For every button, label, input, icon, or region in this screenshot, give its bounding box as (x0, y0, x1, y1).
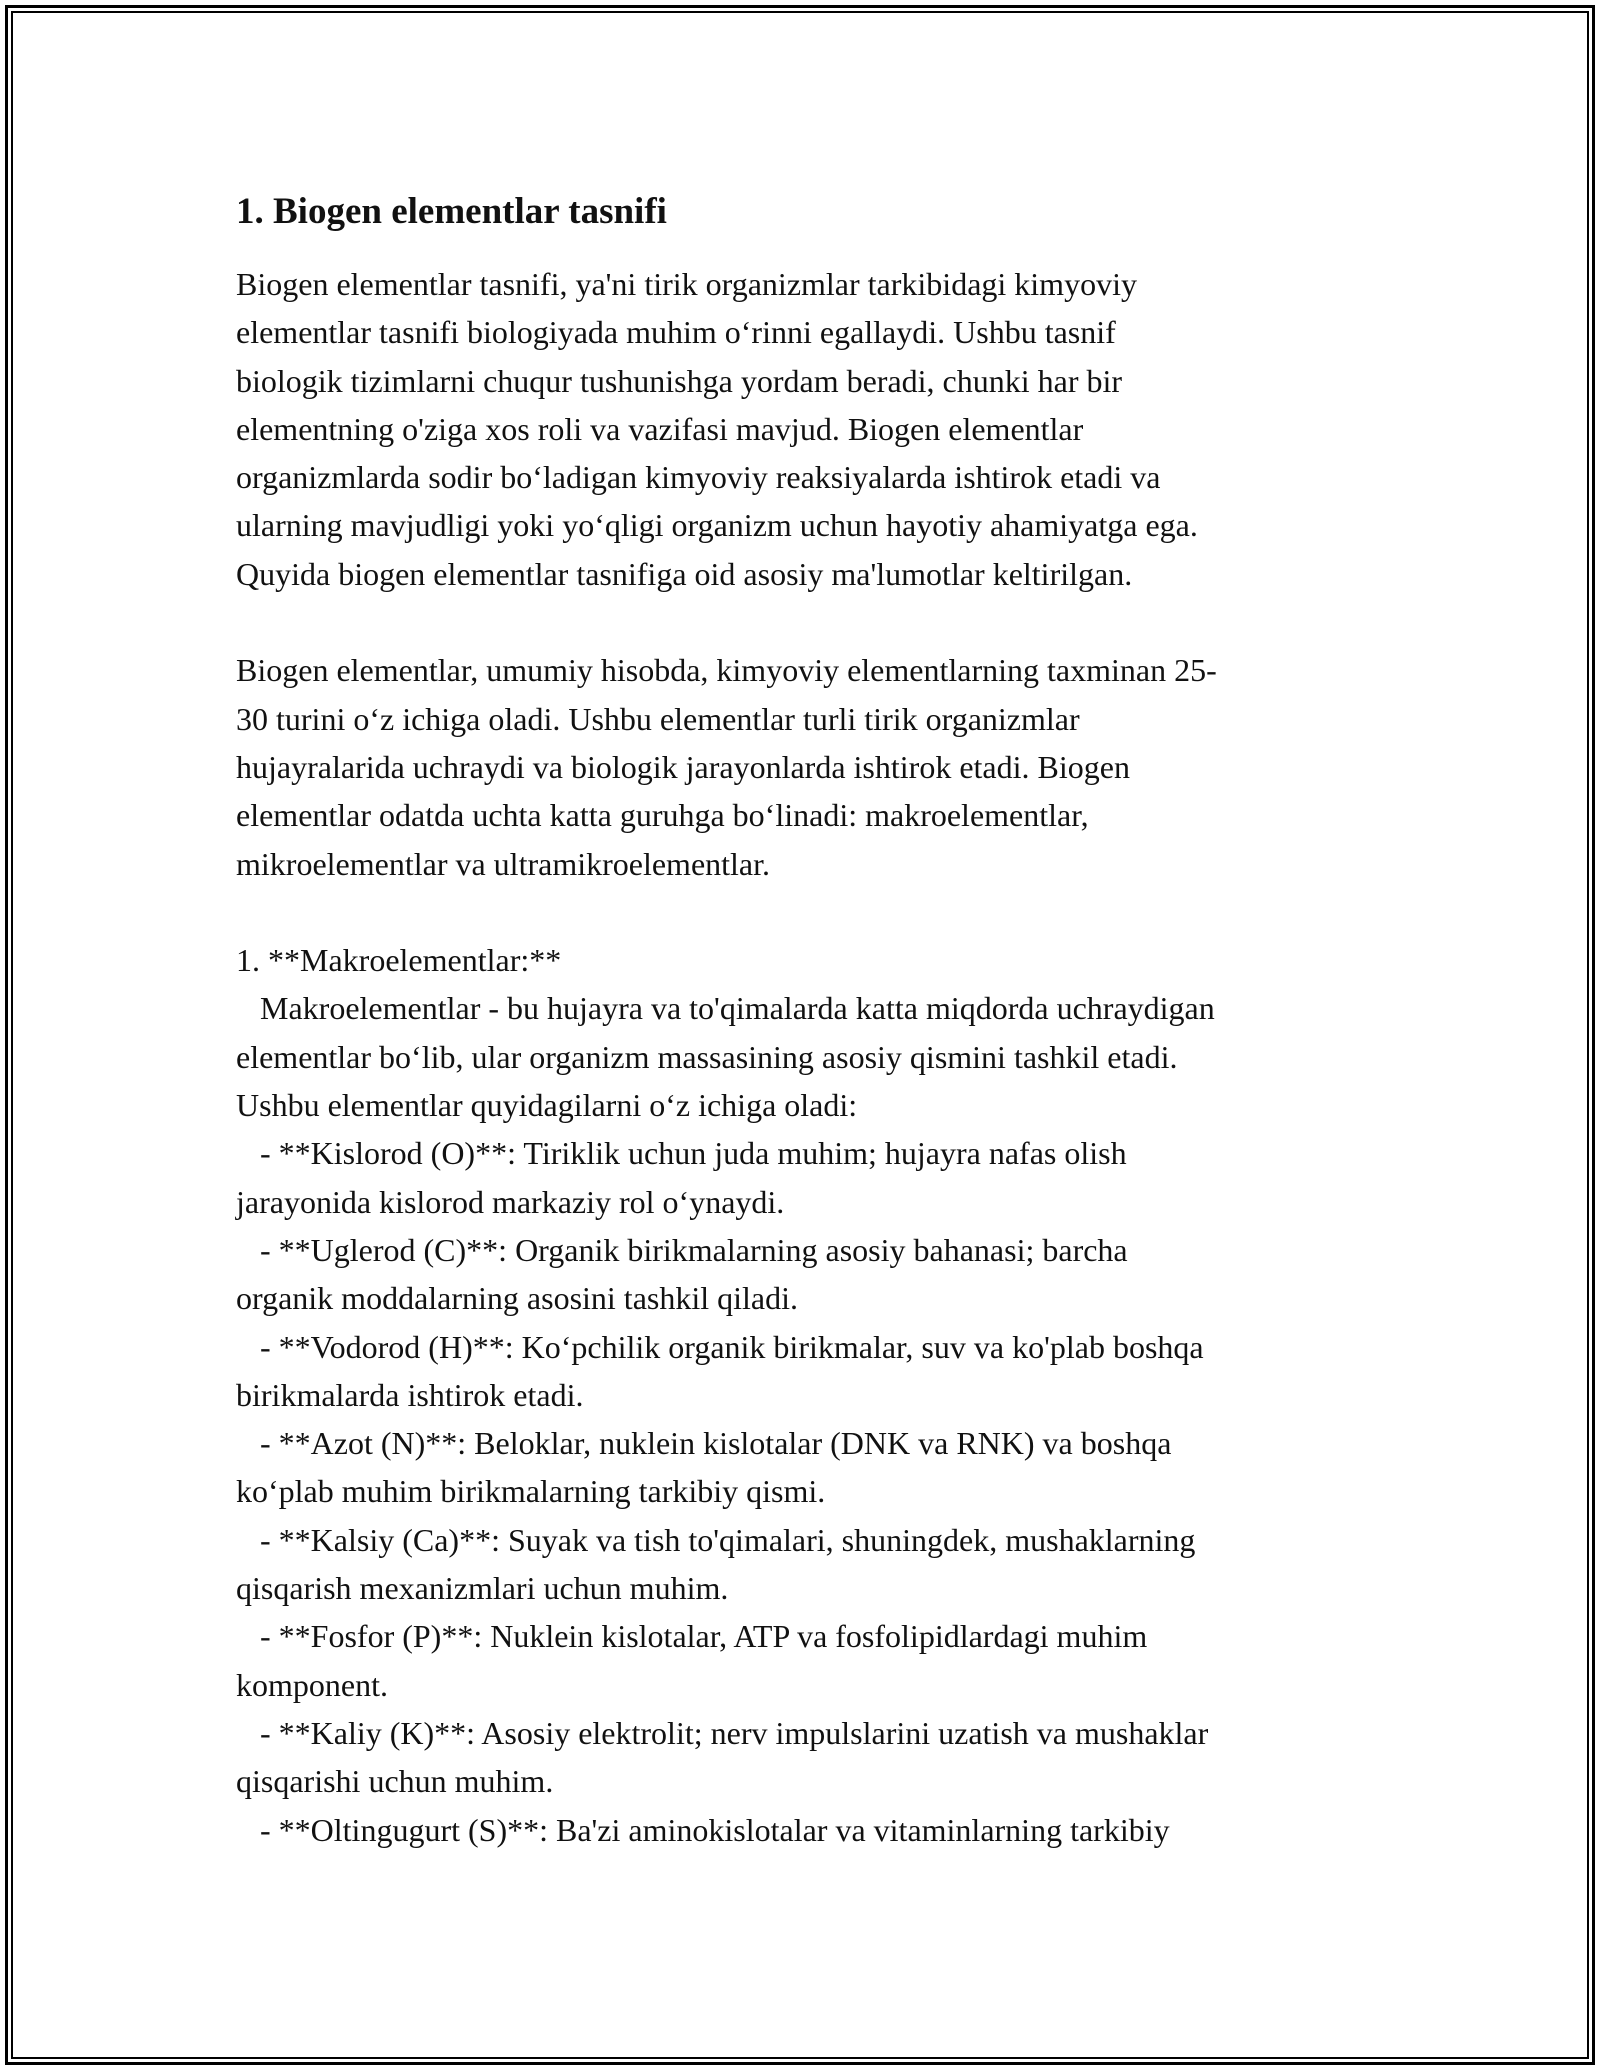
list-item: - **Kislorod (O)**: Tiriklik uchun juda muhim; hujayra nafas olish (236, 1135, 1127, 1172)
text-line: biologik tizimlarni chuqur tushunishga yordam beradi, chunki har bir (236, 362, 1123, 399)
list-item: - **Kalsiy (Ca)**: Suyak va tish to'qimalari, shuningdek, mushaklarning (236, 1521, 1196, 1558)
text-line: birikmalarda ishtirok etadi. (236, 1376, 584, 1413)
text-line: Biogen elementlar tasnifi, ya'ni tirik organizmlar tarkibidagi kimyoviy (236, 266, 1137, 302)
paragraph-gap (236, 888, 1376, 936)
list-item: - **Kaliy (K)**: Asosiy elektrolit; nerv impulslarini uzatish va mushaklar (236, 1714, 1209, 1751)
list-item: - **Fosfor (P)**: Nuklein kislotalar, ATP va fosfolipidlardagi muhim (236, 1618, 1148, 1655)
text-line: elementlar odatda uchta katta guruhga bo‘linadi: makroelementlar, (236, 797, 1089, 834)
paragraph-intro (236, 260, 1376, 598)
text-line: komponent. (236, 1666, 388, 1703)
text-line: qisqarish mexanizmlari uchun muhim. (236, 1570, 729, 1607)
section-heading: 1. Biogen elementlar tasnifi (236, 191, 667, 232)
paragraph-gap (236, 598, 1376, 646)
paragraph-macroelements (236, 936, 1376, 1854)
text-line: elementlar bo‘lib, ular organizm massasining asosiy qismini tashkil etadi. (236, 1038, 1178, 1075)
text-line: elementning o'ziga xos roli va vazifasi mavjud. Biogen elementlar (236, 410, 1084, 447)
text-line: organik moddalarning asosini tashkil qiladi. (236, 1280, 798, 1317)
list-item: - **Uglerod (C)**: Organik birikmalarning asosiy bahanasi; barcha (236, 1231, 1128, 1268)
list-item: - **Oltingugurt (S)**: Ba'zi aminokislotalar va vitaminlarning tarkibiy (236, 1811, 1170, 1848)
text-line: qisqarishi uchun muhim. (236, 1763, 554, 1800)
text-line: Makroelementlar - bu hujayra va to'qimalarda katta miqdorda uchraydigan (236, 990, 1215, 1027)
text-line: mikroelementlar va ultramikroelementlar. (236, 845, 771, 882)
list-item: - **Vodorod (H)**: Ko‘pchilik organik birikmalar, suv va ko'plab boshqa (236, 1328, 1204, 1365)
list-heading: 1. **Makroelementlar:** (236, 942, 562, 979)
text-line: Biogen elementlar, umumiy hisobda, kimyoviy elementlarning taxminan 25- (236, 652, 1217, 689)
text-line: hujayralarida uchraydi va biologik jarayonlarda ishtirok etadi. Biogen (236, 748, 1130, 785)
text-line: Quyida biogen elementlar tasnifiga oid asosiy ma'lumotlar keltirilgan. (236, 555, 1133, 592)
text-line: ko‘plab muhim birikmalarning tarkibiy qismi. (236, 1473, 826, 1510)
paragraph-groups (236, 646, 1376, 887)
text-line: organizmlarda sodir bo‘ladigan kimyoviy reaksiyalarda ishtirok etadi va (236, 459, 1161, 496)
text-line: 30 turini o‘z ichiga oladi. Ushbu elementlar turli tirik organizmlar (236, 700, 1080, 737)
list-item: - **Azot (N)**: Beloklar, nuklein kislotalar (DNK va RNK) va boshqa (236, 1425, 1172, 1462)
text-line: ularning mavjudligi yoki yo‘qligi organizm uchun hayotiy ahamiyatga ega. (236, 507, 1198, 544)
text-line: elementlar tasnifi biologiyada muhim o‘rinni egallaydi. Ushbu tasnif (236, 314, 1116, 351)
document-body (236, 190, 1376, 1854)
text-line: jarayonida kislorod markaziy rol o‘ynaydi. (236, 1183, 785, 1220)
text-line: Ushbu elementlar quyidagilarni o‘z ichiga oladi: (236, 1087, 858, 1124)
